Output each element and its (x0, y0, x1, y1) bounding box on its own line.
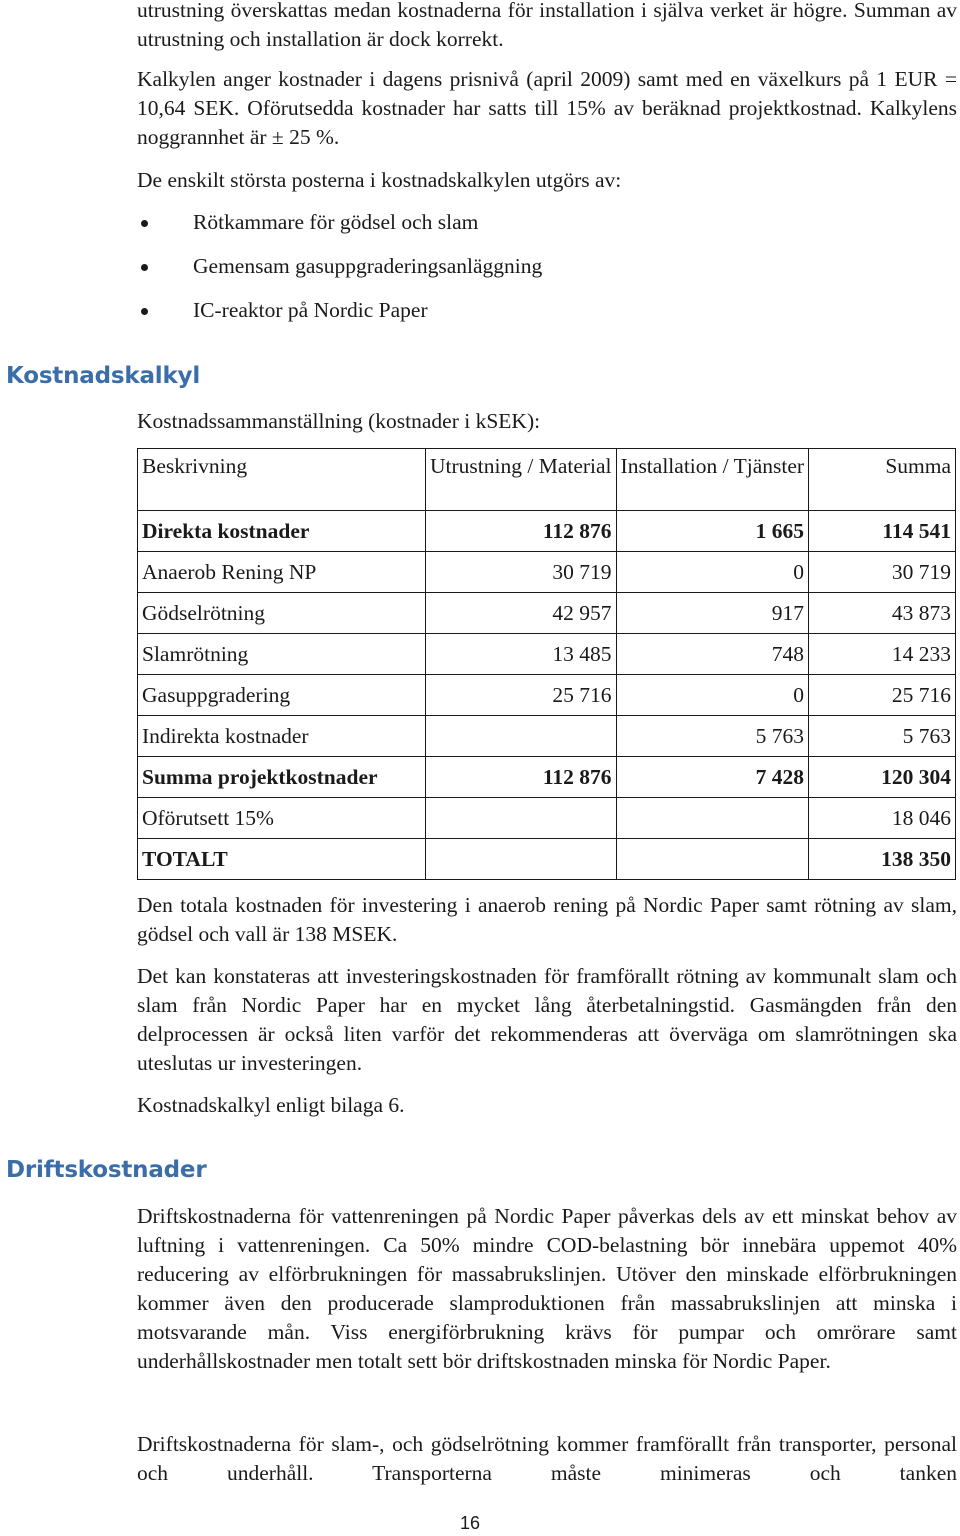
table-cell (426, 798, 617, 839)
table-cell: 0 (616, 552, 809, 593)
bullet-dot-icon (141, 308, 148, 315)
table-row (138, 634, 956, 675)
table-cell: 114 541 (809, 511, 956, 552)
bullet-dot-icon (141, 220, 148, 227)
table-cell: Gasuppgradering (138, 675, 426, 716)
table-row (138, 675, 956, 716)
table-cell: 120 304 (809, 757, 956, 798)
section1-paragraph-1: Den totala kostnaden för investering i anaerob rening på Nordic Paper samt rötning av slam, gödsel och vall är 138 MSEK. (137, 893, 957, 946)
table-row (138, 839, 956, 880)
header-cell: Beskrivning (138, 449, 426, 511)
table-cell: Slamrötning (138, 634, 426, 675)
table-cell: Indirekta kostnader (138, 716, 426, 757)
table-cell: 748 (616, 634, 809, 675)
table-cell: 112 876 (426, 757, 617, 798)
table-cell: Summa projektkostnader (138, 757, 426, 798)
table-cell: 14 233 (809, 634, 956, 675)
bullet-text: Rötkammare för gödsel och slam (193, 210, 479, 234)
table-cell: Oförutsett 15% (138, 798, 426, 839)
table-cell: Direkta kostnader (138, 511, 426, 552)
header-cell-text: Installation / Tjänster (620, 454, 805, 478)
table-cell (426, 716, 617, 757)
section2-paragraph-1: Driftskostnaderna för vattenreningen på Nordic Paper påverkas dels av ett minskat behov av luftning i vattenreningen. Ca 50% mindre COD-belastning bör innebära uppemot 40% reducering av elförbrukningen för massabrukslinjen. Utöver den minskade elförbrukningen kommer även den producerade slamproduktionen från massabrukslinjen att minska i motsvarande mån. Viss energiförbrukning krävs för pumpar och omrörare samt underhållskostnader men totalt sett bör driftskostnaden minska för Nordic Paper. (137, 1204, 957, 1373)
table-header-row (138, 449, 956, 511)
table-cell: 25 716 (426, 675, 617, 716)
section-heading-kostnadskalkyl: Kostnadskalkyl (6, 363, 201, 389)
bullet-text: IC-reaktor på Nordic Paper (193, 298, 428, 322)
table-cell: 0 (616, 675, 809, 716)
bullet-text: Gemensam gasuppgraderingsanläggning (193, 254, 543, 278)
header-cell: Summa (809, 449, 956, 511)
table-cell: 5 763 (809, 716, 956, 757)
table-cell: 138 350 (809, 839, 956, 880)
cost-table (137, 448, 956, 880)
table-row (138, 593, 956, 634)
table-cell: 18 046 (809, 798, 956, 839)
section-heading-driftskostnader: Driftskostnader (6, 1157, 207, 1183)
table-row (138, 511, 956, 552)
header-cell-text: Utrustning / Material (430, 454, 612, 478)
table-cell: TOTALT (138, 839, 426, 880)
table-cell: 30 719 (426, 552, 617, 593)
table-cell: 43 873 (809, 593, 956, 634)
table-cell: 30 719 (809, 552, 956, 593)
table-cell (426, 839, 617, 880)
table-cell: Gödselrötning (138, 593, 426, 634)
intro-paragraph-2: Kalkylen anger kostnader i dagens prisnivå (april 2009) samt med en växelkurs på 1 EUR = 10,64 SEK. Oförutsedda kostnader har satts till 15% av beräknad projektkostnad. Kalkylens noggrannhet är ± 25 %. (137, 67, 957, 149)
table-cell: 5 763 (616, 716, 809, 757)
intro-paragraph-3: De enskilt största posterna i kostnadskalkylen utgörs av: (137, 168, 622, 192)
table-cell: 25 716 (809, 675, 956, 716)
table-cell: 1 665 (616, 511, 809, 552)
table-row (138, 757, 956, 798)
header-cell (426, 449, 617, 511)
section2-paragraph-2: Driftskostnaderna för slam-, och gödselrötning kommer framförallt från transporter, personal och underhåll. Transporterna måste minimeras och tanken (137, 1432, 957, 1485)
table-row (138, 798, 956, 839)
bullet-dot-icon (141, 264, 148, 271)
table-cell (616, 839, 809, 880)
intro-paragraph-1: utrustning överskattas medan kostnaderna för installation i själva verket är högre. Summan av utrustning och installation är dock korrekt. (137, 0, 957, 51)
table-cell: Anaerob Rening NP (138, 552, 426, 593)
table-row (138, 716, 956, 757)
header-cell (616, 449, 809, 511)
table-cell (616, 798, 809, 839)
table-cell: 917 (616, 593, 809, 634)
section1-paragraph-2: Det kan konstateras att investeringskostnaden för framförallt rötning av kommunalt slam och slam från Nordic Paper har en mycket lång återbetalningstid. Gasmängden från den delprocessen är också liten varför det rekommenderas att överväga om slamrötningen ska uteslutas ur investeringen. (137, 964, 957, 1075)
table-cell: 112 876 (426, 511, 617, 552)
table-caption: Kostnadssammanställning (kostnader i kSEK): (137, 409, 541, 433)
table-cell: 13 485 (426, 634, 617, 675)
table-cell: 42 957 (426, 593, 617, 634)
table-row (138, 552, 956, 593)
section1-paragraph-3: Kostnadskalkyl enligt bilaga 6. (137, 1093, 405, 1117)
table-cell: 7 428 (616, 757, 809, 798)
page-number: 16 (460, 1513, 481, 1533)
